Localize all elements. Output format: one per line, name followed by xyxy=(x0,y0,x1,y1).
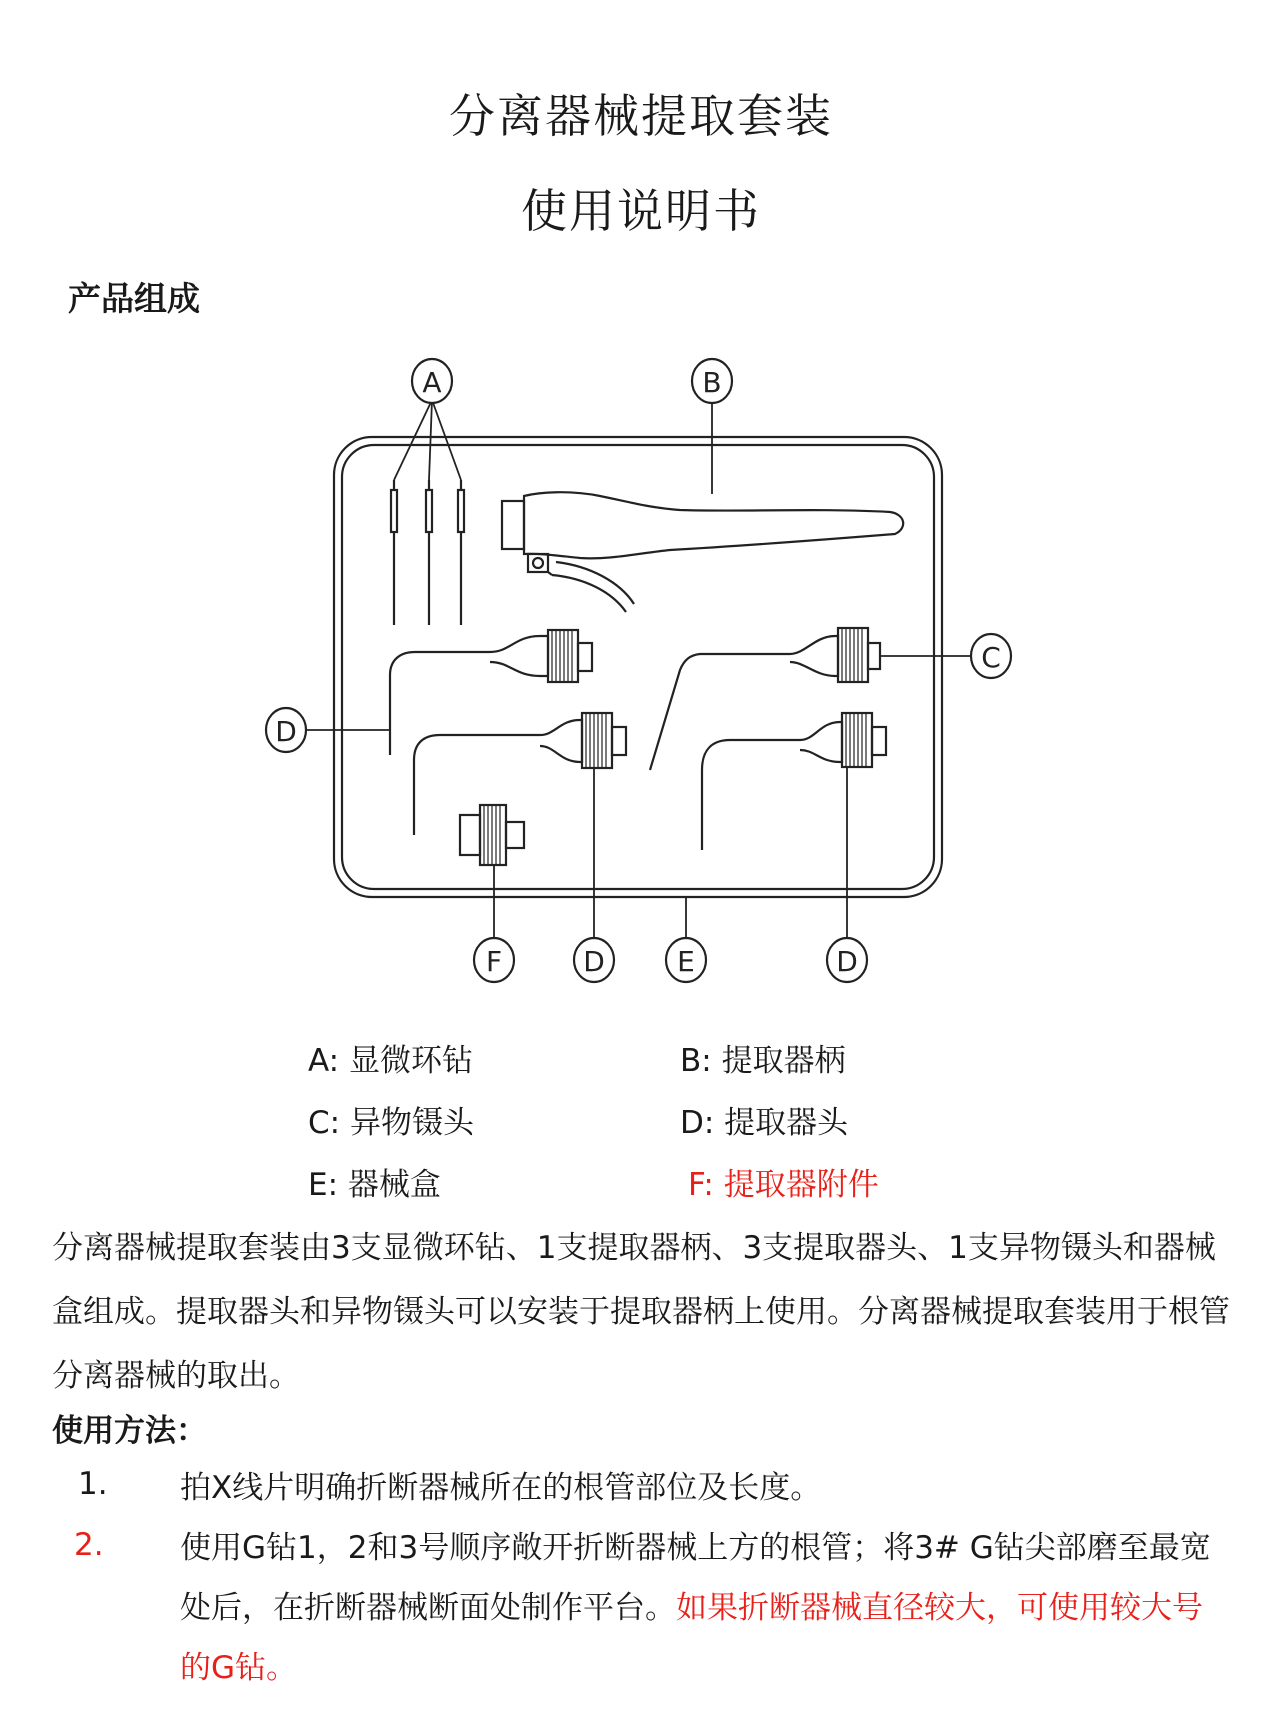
callout-label-b: B xyxy=(702,366,722,399)
callout-a xyxy=(412,359,452,403)
trephine-group xyxy=(391,480,464,625)
callout-d-right xyxy=(827,938,867,982)
step-number-1: 1. xyxy=(78,1466,108,1502)
callout-label-c: C xyxy=(981,641,1001,674)
step-text-1: 拍X线片明确折断器械所在的根管部位及长度。 xyxy=(180,1470,822,1506)
callout-label-d: D xyxy=(583,945,605,978)
legend-item-e: E: 器械盒 xyxy=(308,1167,441,1203)
step-text-2-main: 使用G钻1，2和3号顺序敞开折断器械上方的根管；将3# G钻尖部磨至最宽处后，在折断器械断面处制作平台。 xyxy=(180,1530,1211,1626)
callout-d-left xyxy=(266,708,306,752)
product-description: 分离器械提取套装由3支显微环钻、1支提取器柄、3支提取器头、1支异物镊头和器械盒组成。提取器头和异物镊头可以安装于提取器柄上使用。分离器械提取套装用于根管分离器械的取出。 xyxy=(52,1230,1230,1394)
callout-d-middle xyxy=(574,938,614,982)
legend-item-b: B: 提取器柄 xyxy=(680,1043,846,1079)
legend-item-f: F: 提取器附件 xyxy=(688,1167,879,1203)
section-heading-usage: 使用方法： xyxy=(52,1413,207,1449)
extractor-accessory xyxy=(460,805,524,865)
document-title: 分离器械提取套装 xyxy=(449,89,833,143)
extractor-handle xyxy=(502,492,903,612)
callout-label-f: F xyxy=(485,945,503,978)
step-text-2 xyxy=(180,1518,1230,1698)
callout-e xyxy=(666,938,706,982)
callout-label-a: A xyxy=(422,366,442,399)
legend-item-d: D: 提取器头 xyxy=(680,1105,849,1141)
extractor-head-1 xyxy=(390,630,592,755)
step-text-2-note: 如果折断器械直径较大，可使用较大号的G钻。 xyxy=(180,1590,1203,1686)
step-number-2: 2. xyxy=(74,1527,104,1563)
extractor-head-3 xyxy=(702,713,886,850)
callout-label-d: D xyxy=(836,945,858,978)
callout-label-e: E xyxy=(677,945,695,978)
legend-item-c: C: 异物镊头 xyxy=(308,1105,474,1141)
callout-f xyxy=(474,938,514,982)
callout-c xyxy=(971,634,1011,678)
document-subtitle: 使用说明书 xyxy=(521,184,761,238)
legend-item-a: A: 显微环钻 xyxy=(308,1043,473,1079)
section-heading-composition: 产品组成 xyxy=(68,279,200,318)
callout-label-d: D xyxy=(275,715,297,748)
callout-b xyxy=(692,359,732,403)
